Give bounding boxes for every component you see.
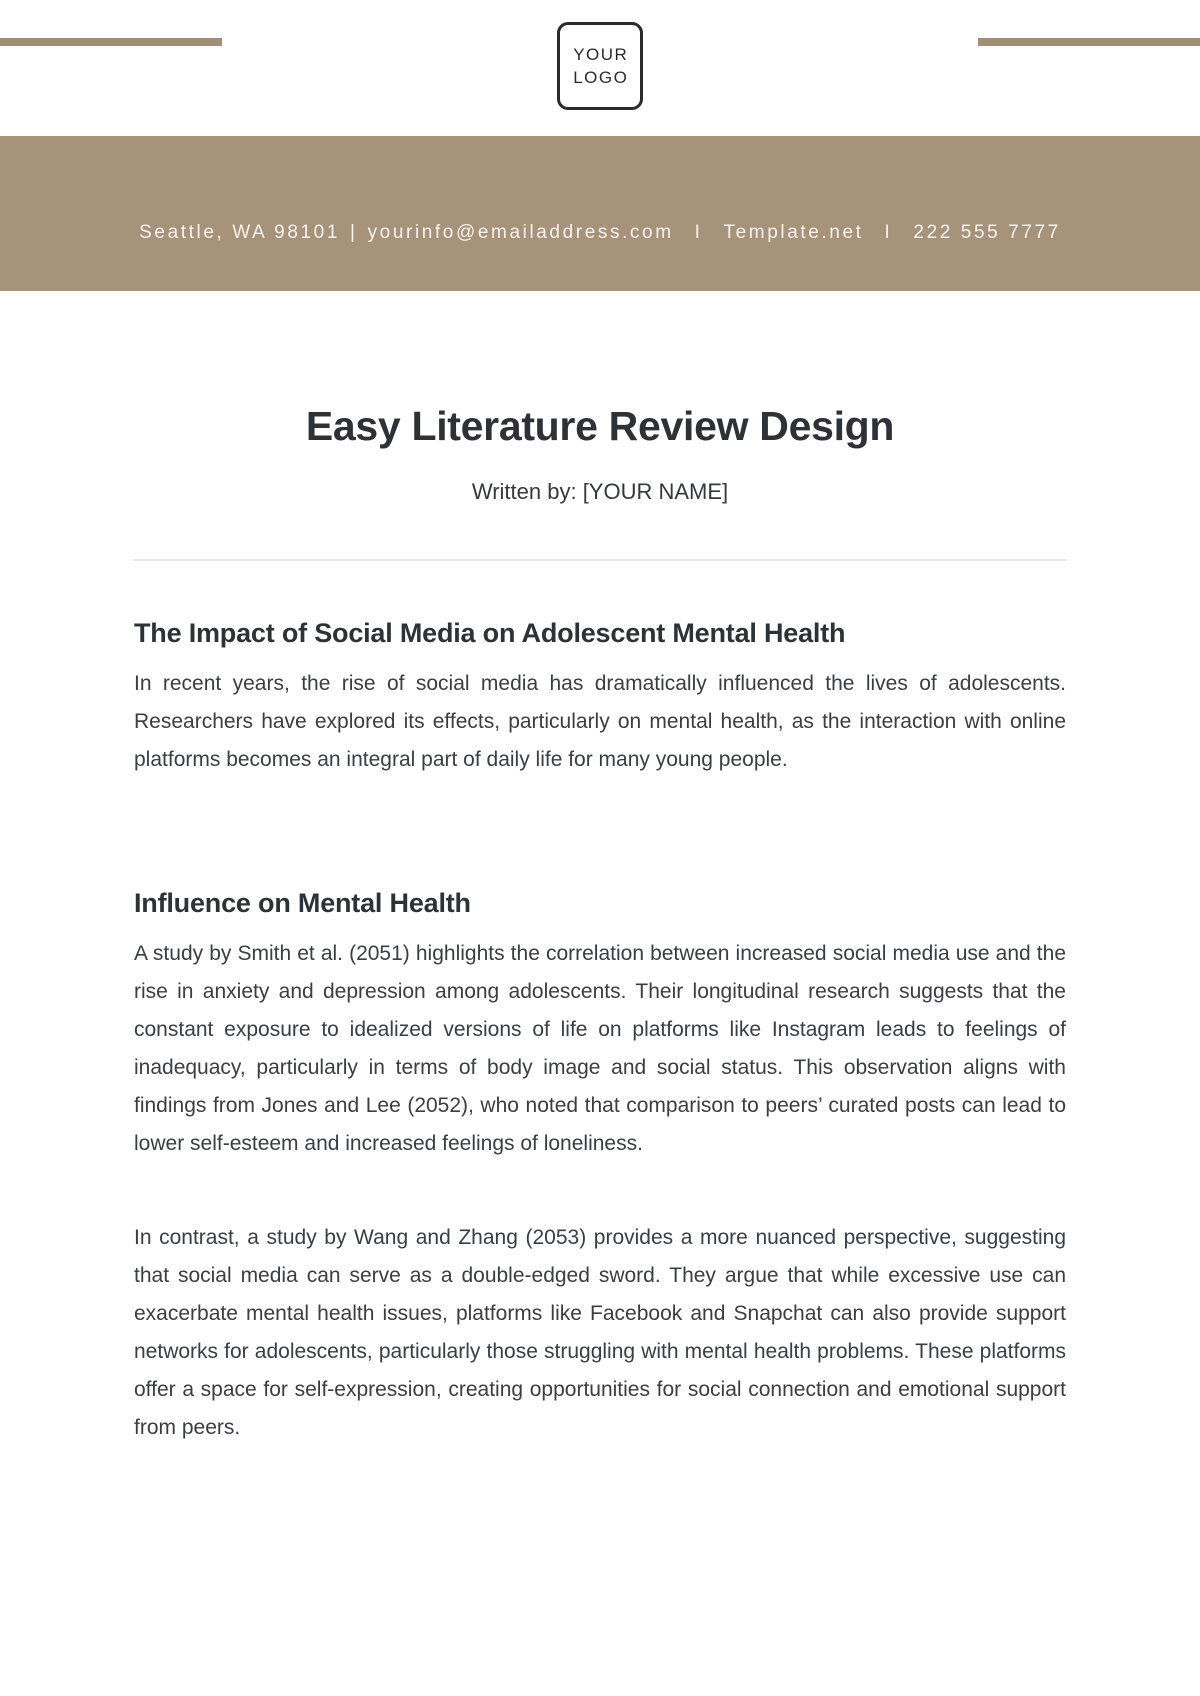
paragraph: In recent years, the rise of social media has dramatically influenced the lives of adolescents. Researchers have explored its effects, particularly on mental health, as the interaction with online platforms becomes an integral part of daily life for many young people. <box>134 672 1066 772</box>
byline: Written by: [YOUR NAME] <box>471 479 729 505</box>
paragraph: A study by Smith et al. (2051) highlights the correlation between increased social media use and the rise in anxiety and depression among adolescents. Their longitudinal research suggests that the constant exposure to idealized versions of life on platforms like Instagram leads to feelings of inadequacy, particularly in terms of body image and social status. This observation aligns with findings from Jones and Lee (2052), who noted that comparison to peers’ curated posts can lead to lower self-esteem and increased feelings of loneliness. <box>134 942 1066 1156</box>
letterhead-header <box>0 0 1200 136</box>
divider <box>134 559 1066 561</box>
document-body <box>0 402 1200 1447</box>
header-accent-bar-right <box>978 38 1200 46</box>
contact-address: Seattle, WA 98101 <box>139 222 341 243</box>
section-influence-mental-health <box>134 887 1066 1447</box>
section-impact-social-media <box>134 617 1066 779</box>
contact-website: Template.net <box>723 222 864 243</box>
contact-email: yourinfo@emailaddress.com <box>367 222 674 243</box>
contact-phone: 222 555 7777 <box>913 222 1061 243</box>
contact-separator: | <box>350 222 358 243</box>
section-heading: The Impact of Social Media on Adolescent Mental Health <box>134 618 846 649</box>
logo-text-line1: YOUR <box>573 45 629 65</box>
contact-separator: I <box>884 222 893 243</box>
contact-banner <box>0 136 1200 291</box>
section-heading: Influence on Mental Health <box>134 888 471 919</box>
contact-line <box>0 222 1200 244</box>
header-accent-bar-left <box>0 38 222 46</box>
document-title: Easy Literature Review Design <box>305 403 895 449</box>
logo-text-line2: LOGO <box>573 67 629 87</box>
logo <box>557 22 643 110</box>
paragraph: In contrast, a study by Wang and Zhang (2053) provides a more nuanced perspective, suggesting that social media can serve as a double-edged sword. They argue that while excessive use can exacerbate mental health issues, platforms like Facebook and Snapchat can also provide support networks for adolescents, particularly those struggling with mental health problems. These platforms offer a space for self-expression, creating opportunities for social connection and emotional support from peers. <box>134 1226 1066 1440</box>
contact-separator: I <box>694 222 703 243</box>
